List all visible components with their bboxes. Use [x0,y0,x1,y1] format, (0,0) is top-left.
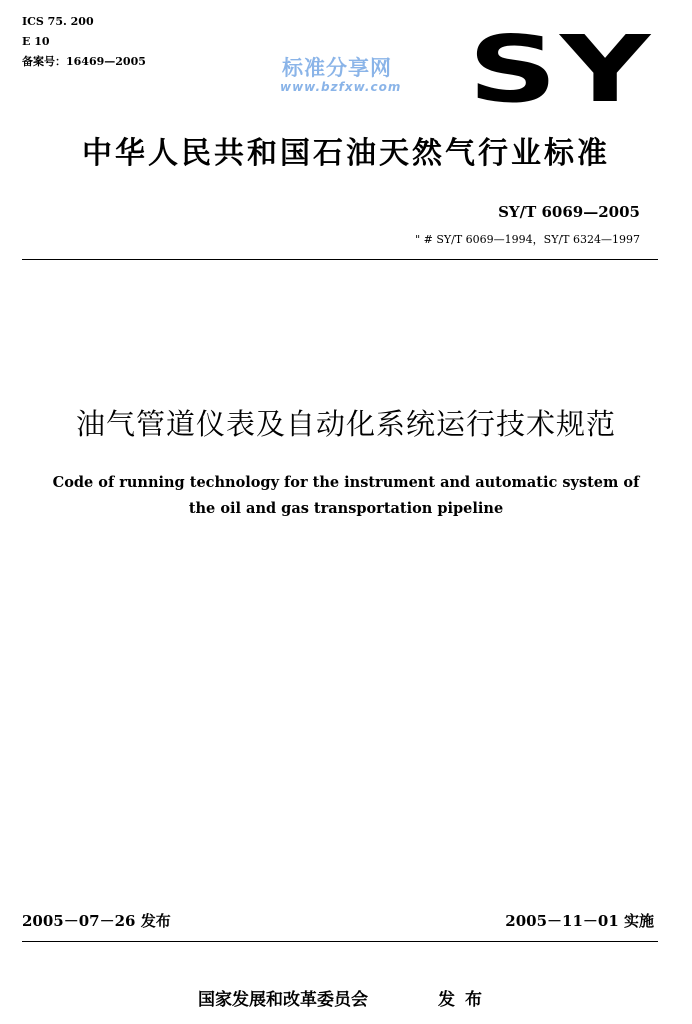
document-title-en [40,470,652,522]
bottom-divider [22,941,658,942]
implementation-date: 2005－11－01 实施 [505,912,654,930]
ics-code: ICS 75. 200 [22,15,94,28]
publish-label: 发布 [438,990,492,1010]
sy-logo: SY [468,16,653,123]
watermark-url: www.bzfxw.com [280,80,402,94]
issue-date: 2005－07－26 发布 [22,912,171,930]
title-en-line2: the oil and gas transportation pipeline [188,500,504,517]
industry-standard-title: 中华人民共和国石油天然气行业标准 [82,136,610,171]
document-title-cn: 油气管道仪表及自动化系统运行技术规范 [75,407,616,441]
classification-code: E 10 [22,35,50,48]
record-number: 备案号：16469—2005 [22,55,146,68]
title-en-line1: Code of running technology for the instrument and automatic system of [52,474,640,491]
top-divider [22,259,658,260]
publisher: 国家发展和改革委员会 [198,990,368,1010]
watermark-name: 标准分享网 [282,56,392,80]
replaces-note: " # SY/T 6069—1994，SY/T 6324—1997 [415,233,640,246]
standard-number: SY/T 6069—2005 [498,203,640,221]
